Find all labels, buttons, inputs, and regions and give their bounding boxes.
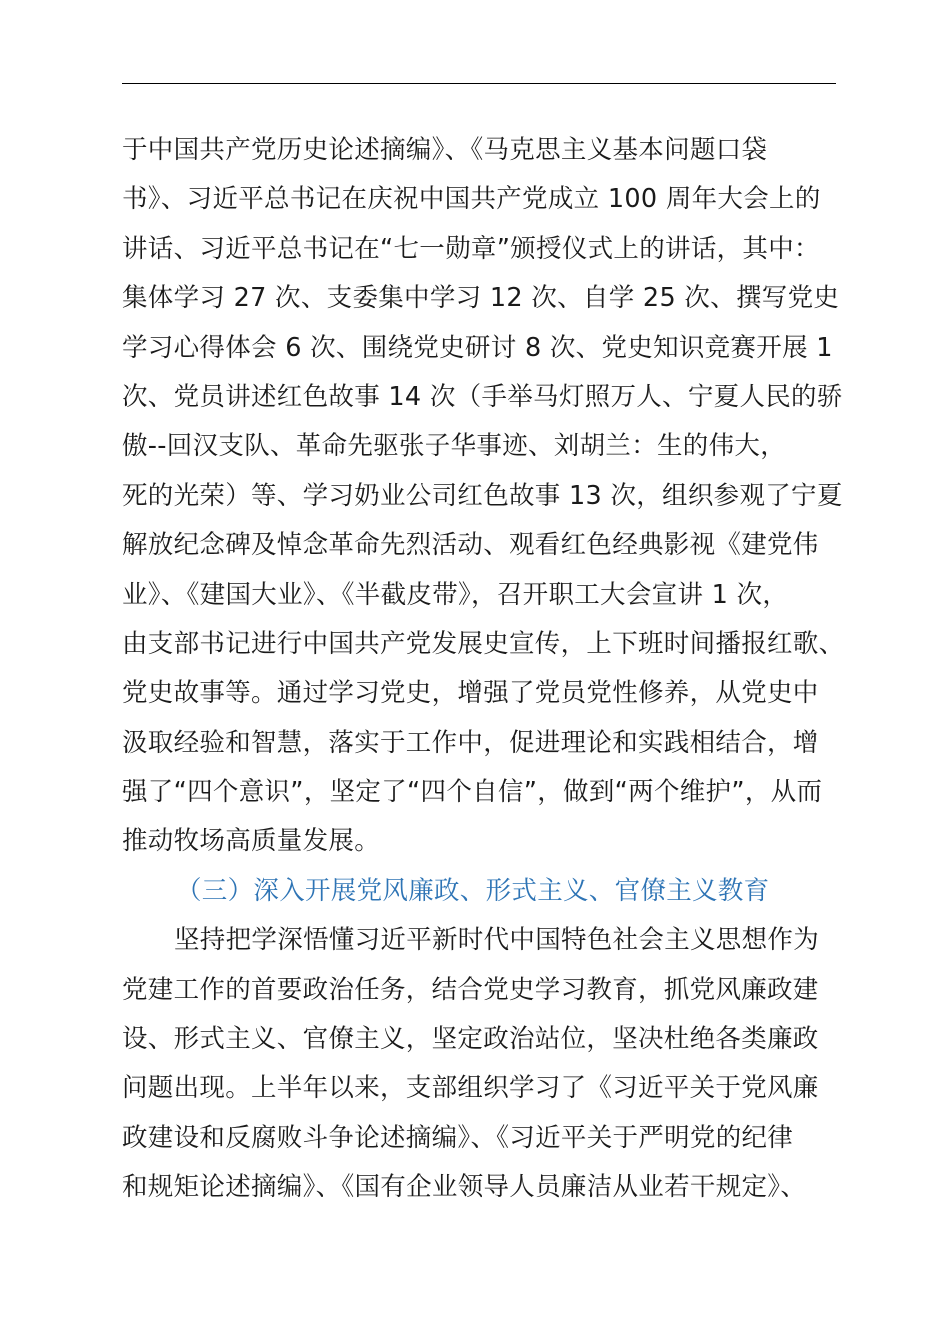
text-line: 党史故事等。通过学习党史，增强了党员党性修养，从党史中	[122, 678, 819, 709]
text-line: 于中国共产党历史论述摘编》、《马克思主义基本问题口袋	[122, 135, 768, 165]
text-line: 解放纪念碑及悼念革命先烈活动、观看红色经典影视《建党伟	[122, 530, 819, 561]
document-body	[122, 126, 862, 1213]
text-line: 政建设和反腐败斗争论述摘编》、《习近平关于严明党的纪律	[122, 1122, 794, 1153]
text-line: 由支部书记进行中国共产党发展史宣传，上下班时间播报红歌、	[122, 628, 845, 659]
text-line: 集体学习 27 次、支委集中学习 12 次、自学 25 次、撰写党史	[122, 283, 840, 314]
text-line: 死的光荣）等、学习奶业公司红色故事 13 次，组织参观了宁夏	[122, 480, 843, 511]
text-line: 强了“四个意识”，坚定了“四个自信”，做到“两个维护”，从而	[122, 777, 823, 808]
text-line: 书》、习近平总书记在庆祝中国共产党成立 100 周年大会上的	[122, 184, 821, 215]
text-line: 傲--回汉支队、革命先驱张子华事迹、刘胡兰：生的伟大，	[122, 431, 787, 462]
text-line: 业》、《建国大业》、《半截皮带》，召开职工大会宣讲 1 次，	[122, 579, 789, 610]
text-line: 学习心得体会 6 次、围绕党史研讨 8 次、党史知识竞赛开展 1	[122, 332, 833, 363]
text-line: 汲取经验和智慧，落实于工作中，促进理论和实践相结合，增	[122, 727, 819, 758]
text-line: 设、形式主义、官僚主义，坚定政治站位，坚决杜绝各类廉政	[122, 1024, 819, 1055]
text-line: 党建工作的首要政治任务，结合党史学习教育，抓党风廉政建	[122, 974, 819, 1005]
text-line: 和规矩论述摘编》、《国有企业领导人员廉洁从业若干规定》、	[122, 1172, 807, 1203]
text-line: 讲话、习近平总书记在“七一勋章”颁授仪式上的讲话，其中：	[122, 233, 820, 264]
text-line: 问题出现。上半年以来，支部组织学习了《习近平关于党风廉	[122, 1073, 819, 1104]
text-line: 次、党员讲述红色故事 14 次（手举马灯照万人、宁夏人民的骄	[122, 381, 843, 412]
section-heading: （三）深入开展党风廉政、形式主义、官僚主义教育	[176, 875, 770, 906]
header-rule	[122, 83, 836, 84]
paragraph-first-line: 坚持把学深悟懂习近平新时代中国特色社会主义思想作为	[174, 925, 820, 956]
text-line: 推动牧场高质量发展。	[122, 826, 381, 857]
